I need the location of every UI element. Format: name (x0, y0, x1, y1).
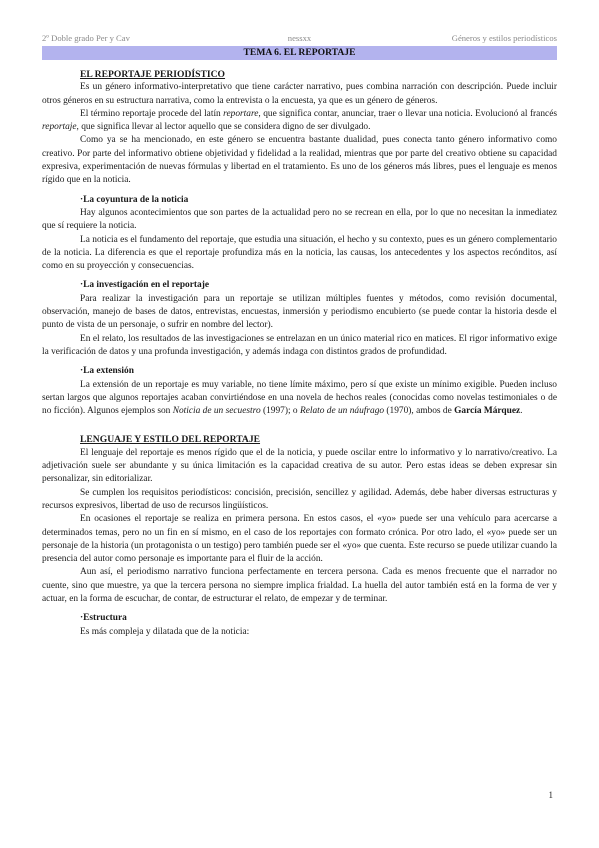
section-heading-lenguaje: LENGUAJE Y ESTILO DEL REPORTAJE (80, 434, 261, 446)
paragraph: Aun así, el periodismo narrativo funciona perfectamente en tercera persona. Cada es menos frecuente que el narrador no cuente, sino que muestre, ya que la tercera persona no siempre implica frialdad. La huella del autor también está en la forma de ver y actuar, en la forma de escuchar, de contar, de estructurar el relato, de empezar y de terminar. (42, 567, 557, 604)
subheading-estructura: ·Estructura (80, 613, 127, 624)
subheading-extension: ·La extensión (80, 366, 134, 377)
paragraph: La extensión de un reportaje es muy variable, no tiene límite máximo, pero sí que existe un mínimo exigible. Pueden incluso sertan largos que algunos reportajes acaban convirtiéndose en una novela de hechos reales (conocidas como novelas testimoniales o de no ficción). Algunos ejemplos son Noticia de un secuestro (1997); o Relato de un náufrago (1970), ambos de García Márquez. (42, 379, 557, 417)
header-right: Géneros y estilos periodísticos (451, 33, 557, 43)
header-left: 2º Doble grado Per y Cav (42, 33, 130, 43)
paragraph: Se cumplen los requisitos periodísticos: concisión, precisión, sencillez y agilidad. Además, debe haber diversas estructuras y recursos expresivos, libertad de uso de recursos lingüísticos. (42, 487, 557, 511)
subheading-coyuntura: ·La coyuntura de la noticia (80, 194, 189, 205)
paragraph: Hay algunos acontecimientos que son partes de la actualidad pero no se recrean en ella, por lo que no necesitan la inmediatez que sí requiere la noticia. (42, 207, 557, 232)
paragraph: Como ya se ha mencionado, en este género se encuentra bastante dualidad, pues conecta tanto género informativo como creativo. Por parte del informativo obtiene objetividad y fidelidad a la realidad, mientras que por parte del creativo obtiene su capacidad expresiva, experimentación de nuevas fórmulas y libertad en el tratamiento. Es uno de los géneros más libres, pues el lenguaje es menos rígido que en la noticia. (42, 135, 557, 186)
paragraph: Para realizar la investigación para un reportaje se utilizan múltiples fuentes y métodos, como revisión documental, observación, manejo de bases de datos, entrevistas, encuestas, inmersión y periodismo encubierto (se puede contar la historia desde el punto de vista de un personaje, o sufrir en nombre del lector). (42, 293, 557, 331)
subheading-investigacion: ·La investigación en el reportaje (80, 280, 209, 291)
paragraph: En ocasiones el reportaje se realiza en primera persona. En estos casos, el «yo» puede ser una vehículo para acercarse a determinados temas, pero no un fin en sí mismo, en el caso de los reportajes con formato crónica. Por otro lado, el «yo» puede ser un personaje de la historia (un protagonista o un testigo) pero también puede ser el «yo» que cuenta. Este recurso se puede utilizar cuando la presencia del autor como personaje es importante para el fluir de la acción. (42, 514, 557, 565)
paragraph: El lenguaje del reportaje es menos rígido que el de la noticia, y puede oscilar entre lo informativo y lo narrativo/creativo. La adjetivación suele ser abundante y su única limitación es la capacidad creativa de su autor. Pero estas ideas se deben expresar sin personalizar, sin editorializar. (42, 447, 557, 485)
paragraph: Es un género informativo-interpretativo que tiene carácter narrativo, pues combina narración con descripción. Puede incluir otros géneros en su estructura narrativa, como la entrevista o la encuesta, ya que es un género de géneros. (42, 82, 557, 106)
page-number: 1 (548, 790, 553, 800)
paragraph: En el relato, los resultados de las investigaciones se entrelazan en un único material rico en matices. El rigor informativo exige la verificación de datos y una profunda investigación, y además indaga con distintos grados de profundidad. (42, 333, 557, 357)
section-heading-reportaje: EL REPORTAJE PERIODÍSTICO (80, 69, 226, 80)
paragraph: El término reportaje procede del latín reportare, que significa contar, anunciar, traer o llevar una noticia. Evolucionó al francés reportaje, que significa llevar al lector aquello que se considera digno de ser divulgado. (42, 108, 558, 133)
page-title: TEMA 6. EL REPORTAJE (42, 46, 557, 60)
page-header (42, 33, 557, 47)
header-center: nessxx (287, 33, 312, 43)
paragraph: La noticia es el fundamento del reportaje, que estudia una situación, el hecho y su contexto, pues es un género complementario de la noticia. La diferencia es que el reportaje profundiza más en la noticia, las causas, los antecedentes y los aspectos recónditos, así como en su proyección y consecuencias. (42, 234, 557, 272)
paragraph: Es más compleja y dilatada que de la noticia: (80, 626, 250, 637)
document-body (42, 65, 557, 639)
